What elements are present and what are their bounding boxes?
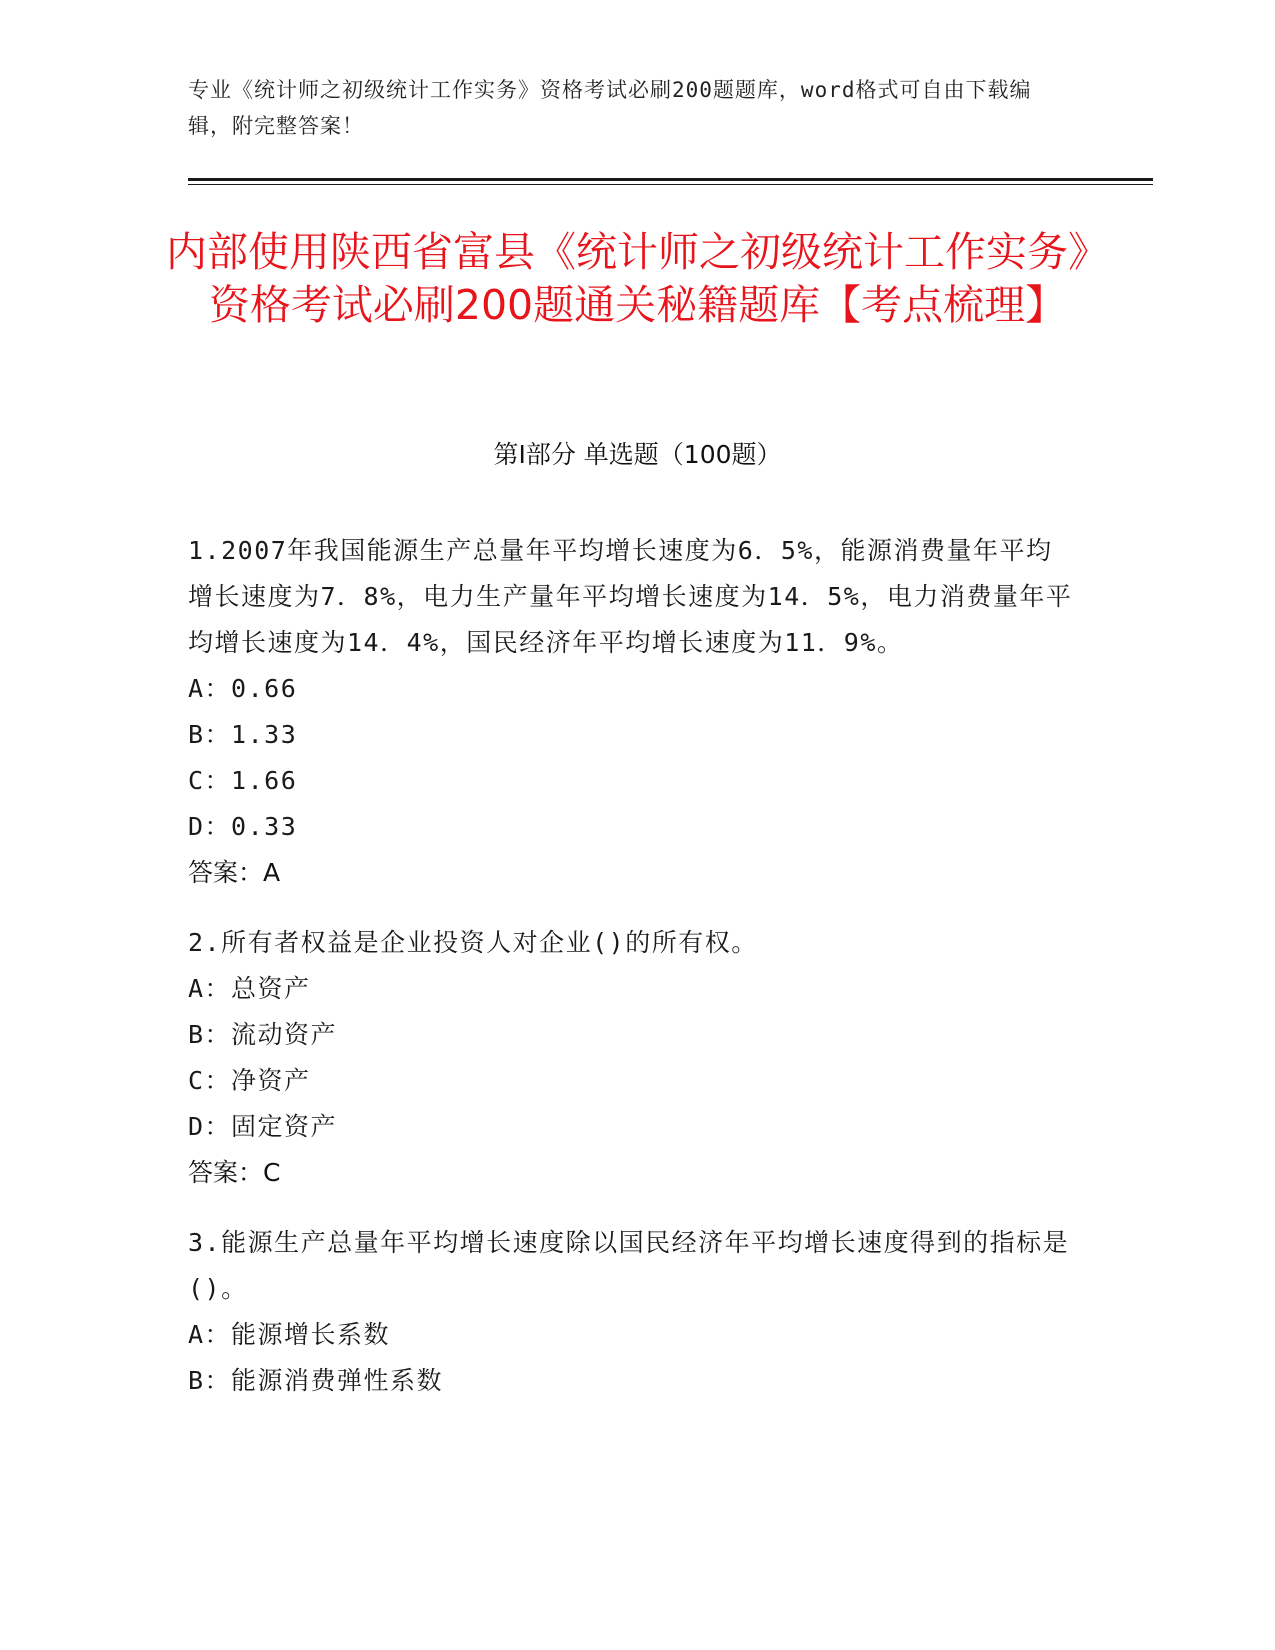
option-d: D：0.33 bbox=[188, 812, 298, 841]
option-b: B：流动资产 bbox=[188, 1020, 338, 1049]
question-3 bbox=[188, 1220, 1078, 1404]
question-stem: 3.能源生产总量年平均增长速度除以国民经济年平均增长速度得到的指标是()。 bbox=[188, 1228, 1070, 1303]
option-c: C：净资产 bbox=[188, 1066, 311, 1095]
option-b: B：能源消费弹性系数 bbox=[188, 1366, 444, 1395]
question-list bbox=[188, 528, 1078, 1428]
option-b: B：1.33 bbox=[188, 720, 298, 749]
header-divider-thin bbox=[188, 184, 1153, 185]
option-a: A：能源增长系数 bbox=[188, 1320, 391, 1349]
option-a: A：总资产 bbox=[188, 974, 311, 1003]
option-a: A：0.66 bbox=[188, 674, 298, 703]
question-stem: 2.所有者权益是企业投资人对企业()的所有权。 bbox=[188, 928, 758, 957]
question-stem: 1.2007年我国能源生产总量年平均增长速度为6．5%，能源消费量年平均增长速度为7．8%，电力生产量年平均增长速度为14．5%，电力消费量年平均增长速度为14．4%，国民经济年平均增长速度为11．9%。 bbox=[188, 536, 1073, 657]
answer: 答案：A bbox=[188, 858, 281, 887]
option-d: D：固定资产 bbox=[188, 1112, 338, 1141]
document-title: 内部使用陕西省富县《统计师之初级统计工作实务》资格考试必刷200题通关秘籍题库【考点梳理】 bbox=[166, 228, 1109, 329]
header-note: 专业《统计师之初级统计工作实务》资格考试必刷200题题库，word格式可自由下载编辑，附完整答案！ bbox=[188, 78, 1032, 138]
header-divider-thick bbox=[188, 178, 1153, 181]
option-c: C：1.66 bbox=[188, 766, 298, 795]
answer: 答案：C bbox=[188, 1158, 281, 1187]
question-1 bbox=[188, 528, 1078, 896]
question-2 bbox=[188, 920, 1078, 1196]
section-heading: 第Ⅰ部分 单选题（100题） bbox=[493, 440, 782, 469]
